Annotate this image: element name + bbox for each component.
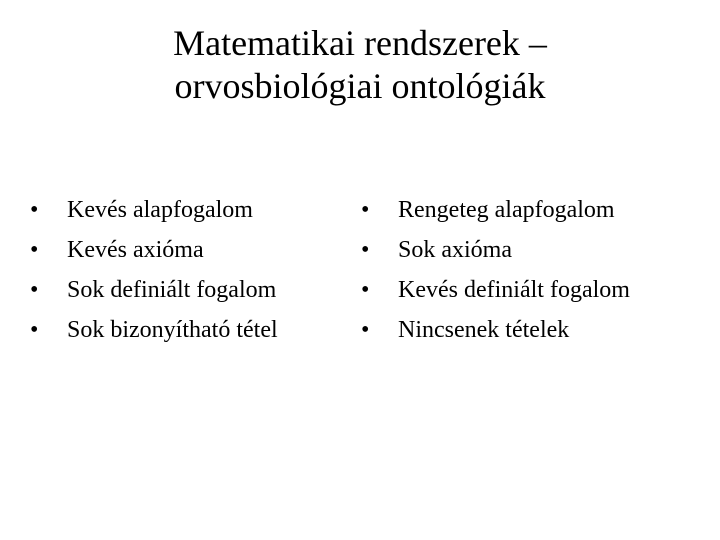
slide-title-line-1: Matematikai rendszerek – [173, 23, 547, 63]
right-bullet-list [361, 190, 630, 350]
bullet-icon: • [361, 277, 370, 303]
left-bullet-list [30, 190, 278, 350]
list-item [361, 230, 630, 270]
list-item [361, 270, 630, 310]
list-item-text: Kevés alapfogalom [67, 197, 253, 223]
list-item-text: Sok axióma [398, 237, 512, 263]
bullet-icon: • [30, 317, 39, 343]
bullet-icon: • [361, 317, 370, 343]
list-item [30, 270, 278, 310]
list-item-text: Nincsenek tételek [398, 317, 570, 343]
list-item-text: Rengeteg alapfogalom [398, 197, 615, 223]
slide-title-line-2: orvosbiológiai ontológiák [174, 66, 546, 106]
list-item-text: Kevés definiált fogalom [398, 277, 630, 303]
list-item [30, 190, 278, 230]
bullet-icon: • [361, 197, 370, 223]
bullet-icon: • [30, 197, 39, 223]
slide-title [0, 22, 720, 108]
list-item [30, 310, 278, 350]
list-item-text: Sok definiált fogalom [67, 277, 277, 303]
list-item-text: Sok bizonyítható tétel [67, 317, 278, 343]
list-item [30, 230, 278, 270]
bullet-icon: • [30, 277, 39, 303]
list-item-text: Kevés axióma [67, 237, 204, 263]
list-item [361, 190, 630, 230]
bullet-icon: • [361, 237, 370, 263]
bullet-icon: • [30, 237, 39, 263]
list-item [361, 310, 630, 350]
